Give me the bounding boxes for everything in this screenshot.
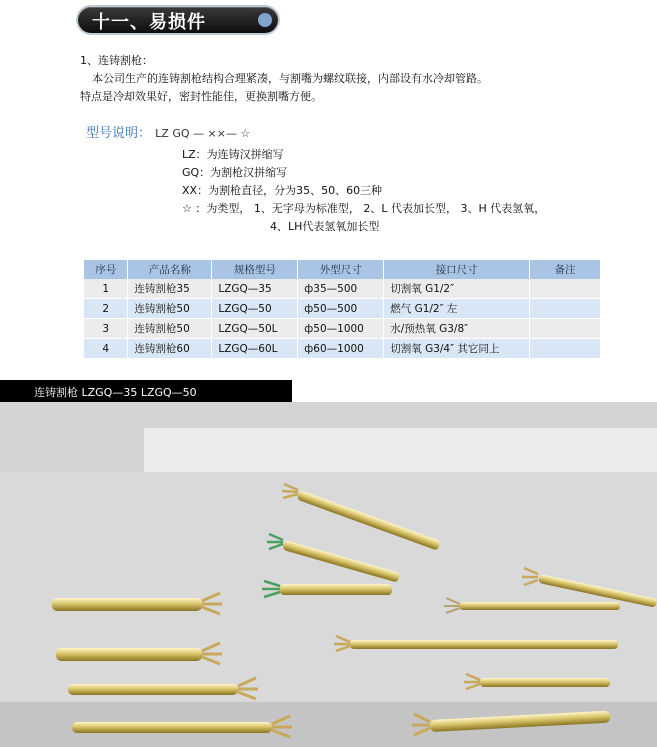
- header-name: 产品名称: [128, 260, 212, 279]
- cell-index: 3: [84, 319, 128, 339]
- cell-interface: 燃气 G1/2″ 左: [384, 299, 530, 319]
- cell-size: ф60—1000: [298, 339, 384, 359]
- product-photo: [0, 402, 657, 747]
- model-label: 型号说明：: [86, 126, 152, 141]
- cell-index: 4: [84, 339, 128, 359]
- cell-index: 2: [84, 299, 128, 319]
- intro-heading: 1、连铸割枪：: [80, 54, 153, 67]
- cell-interface: 切割氧 G3/4″ 其它同上: [384, 339, 530, 359]
- header-remark: 备注: [530, 260, 601, 279]
- cell-model: LZGQ—50L: [212, 319, 298, 339]
- model-note-type-4: 4、LH代表氢氧加长型: [270, 220, 380, 233]
- cell-model: LZGQ—50: [212, 299, 298, 319]
- photo-caption-bar: [0, 380, 292, 402]
- torch-6: [334, 636, 618, 651]
- cell-size: ф35—500: [298, 279, 384, 299]
- model-note-lz: LZ：为连铸汉拼缩写: [182, 148, 284, 161]
- cell-interface: 水/预热氧 G3/8″: [384, 319, 530, 339]
- model-note-gq: GQ：为割枪汉拼缩写: [182, 166, 288, 179]
- cell-remark: [530, 319, 601, 339]
- section-title: 十一、易损件: [92, 12, 206, 33]
- header-size: 外型尺寸: [298, 260, 384, 279]
- torch-3: [262, 581, 392, 597]
- header-interface: 接口尺寸: [384, 260, 530, 279]
- cell-name: 连铸割枪60: [128, 339, 212, 359]
- cell-remark: [530, 339, 601, 359]
- intro-line-2: 特点是冷却效果好，密封性能佳，更换割嘴方便。: [80, 90, 322, 103]
- table-row: [84, 279, 601, 299]
- model-note-type: ☆ ：为类型， 1、无字母为标准型， 2、L 代表加长型， 3、H 代表氢氧，: [182, 202, 546, 215]
- cell-index: 1: [84, 279, 128, 299]
- torch-illustration: [0, 402, 657, 747]
- cell-size: ф50—500: [298, 299, 384, 319]
- header-model: 规格型号: [212, 260, 298, 279]
- model-explanation: [86, 127, 250, 141]
- torch-5: [444, 598, 620, 613]
- torch-1: [282, 484, 441, 551]
- table-row: [84, 299, 601, 319]
- torch-9: [56, 643, 222, 664]
- cell-name: 连铸割枪35: [128, 279, 212, 299]
- section-title-bar: [78, 7, 278, 33]
- model-code: LZ GQ — ××— ☆: [155, 127, 251, 140]
- table-row: [84, 319, 601, 339]
- header-index: 序号: [84, 260, 128, 279]
- torch-2: [267, 534, 400, 583]
- table-header-row: [84, 260, 601, 279]
- torch-4: [522, 568, 657, 608]
- cell-model: LZGQ—60L: [212, 339, 298, 359]
- cell-name: 连铸割枪50: [128, 299, 212, 319]
- torch-11: [72, 716, 292, 737]
- torch-10: [68, 678, 258, 699]
- cell-remark: [530, 299, 601, 319]
- spec-table: [84, 260, 601, 359]
- intro-line-1: 本公司生产的连铸割枪结构合理紧凑，与割嘴为螺纹联接，内部设有水冷却管路。: [92, 72, 488, 85]
- cell-remark: [530, 279, 601, 299]
- cell-interface: 切割氧 G1/2″: [384, 279, 530, 299]
- model-note-xx: XX：为割枪直径，分为35、50、60三种: [182, 184, 383, 197]
- cell-model: LZGQ—35: [212, 279, 298, 299]
- torch-7: [464, 674, 610, 689]
- torch-12: [412, 711, 610, 735]
- table-row: [84, 339, 601, 359]
- cell-name: 连铸割枪50: [128, 319, 212, 339]
- photo-caption: 连铸割枪 LZGQ—35 LZGQ—50: [34, 386, 197, 399]
- cell-size: ф50—1000: [298, 319, 384, 339]
- torch-8: [52, 593, 222, 614]
